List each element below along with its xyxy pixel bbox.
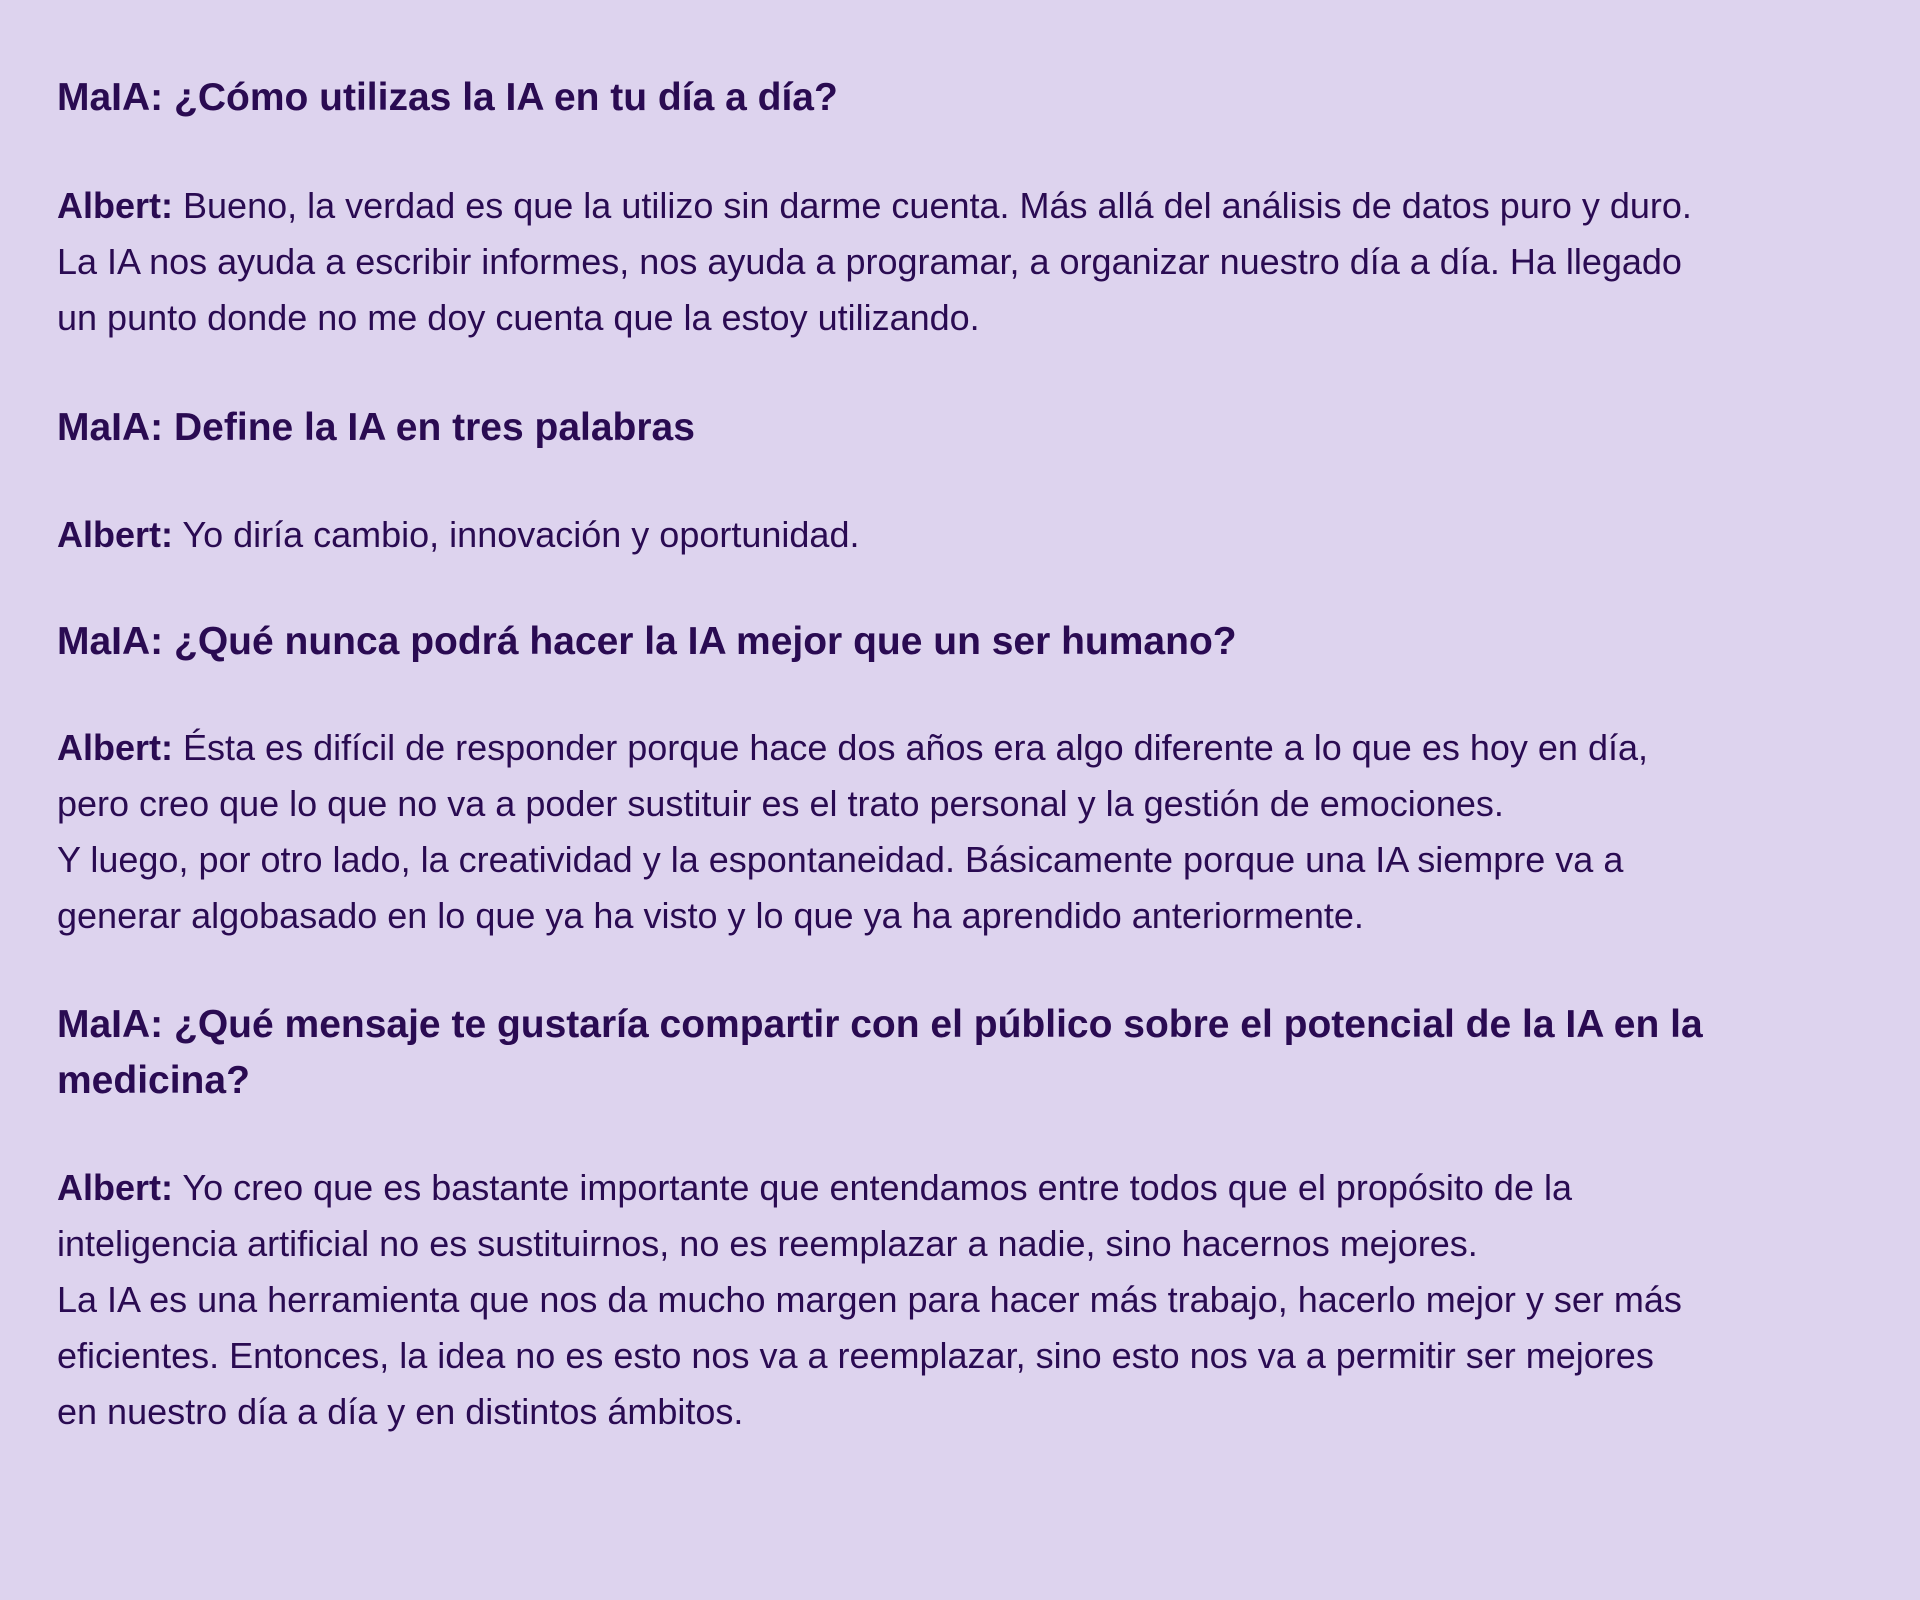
answer-speaker: Albert: xyxy=(57,727,173,768)
question-speaker: MaIA: xyxy=(57,406,164,449)
answer-text: Ésta es difícil de responder porque hace dos años era algo diferente a lo que es hoy en día, xyxy=(183,727,1648,768)
answer-line: inteligencia artificial no es sustituirnos, no es reemplazar a nadie, sino hacernos mejores. xyxy=(57,1223,1478,1264)
answer-line xyxy=(57,1160,1864,1216)
answer-line xyxy=(57,720,1864,776)
answer-line: La IA nos ayuda a escribir informes, nos ayuda a programar, a organizar nuestro día a día. Ha llegado xyxy=(57,241,1682,282)
answer-line: pero creo que lo que no va a poder sustituir es el trato personal y la gestión de emociones. xyxy=(57,783,1504,824)
answer-line: La IA es una herramienta que nos da mucho margen para hacer más trabajo, hacerlo mejor y ser más xyxy=(57,1279,1682,1320)
interview-question-2 xyxy=(57,400,1864,456)
answer-line: Y luego, por otro lado, la creatividad y la espontaneidad. Básicamente porque una IA siempre va a xyxy=(57,839,1624,880)
question-speaker: MaIA: xyxy=(57,1003,164,1046)
answer-line: un punto donde no me doy cuenta que la estoy utilizando. xyxy=(57,297,980,338)
interview-answer-1 xyxy=(57,178,1864,346)
answer-speaker: Albert: xyxy=(57,1167,173,1208)
answer-line: generar algobasado en lo que ya ha visto y lo que ya ha aprendido anteriormente. xyxy=(57,895,1364,936)
answer-speaker: Albert: xyxy=(57,185,173,226)
answer-line xyxy=(57,178,1864,234)
answer-text: Yo diría cambio, innovación y oportunidad. xyxy=(182,514,860,555)
interview-question-3 xyxy=(57,614,1864,670)
question-speaker: MaIA: xyxy=(57,76,164,119)
question-text: Define la IA en tres palabras xyxy=(174,406,695,449)
interview-answer-2 xyxy=(57,507,1864,563)
question-text: ¿Cómo utilizas la IA en tu día a día? xyxy=(174,76,838,119)
answer-line: eficientes. Entonces, la idea no es esto nos va a reemplazar, sino esto nos va a permitir ser mejores xyxy=(57,1335,1654,1376)
answer-speaker: Albert: xyxy=(57,514,173,555)
interview-question-1 xyxy=(57,70,1864,126)
interview-answer-4 xyxy=(57,1160,1864,1440)
answer-line: en nuestro día a día y en distintos ámbitos. xyxy=(57,1391,744,1432)
answer-text: Bueno, la verdad es que la utilizo sin darme cuenta. Más allá del análisis de datos puro y duro. xyxy=(183,185,1692,226)
question-text: ¿Qué mensaje te gustaría compartir con el público sobre el potencial de la IA en la medicina? xyxy=(57,1003,1703,1102)
interview-answer-3 xyxy=(57,720,1864,944)
question-text: ¿Qué nunca podrá hacer la IA mejor que un ser humano? xyxy=(174,620,1237,663)
answer-text: Yo creo que es bastante importante que entendamos entre todos que el propósito de la xyxy=(182,1167,1572,1208)
answer-line xyxy=(57,507,1864,563)
interview-question-4 xyxy=(57,997,1864,1109)
question-speaker: MaIA: xyxy=(57,620,164,663)
